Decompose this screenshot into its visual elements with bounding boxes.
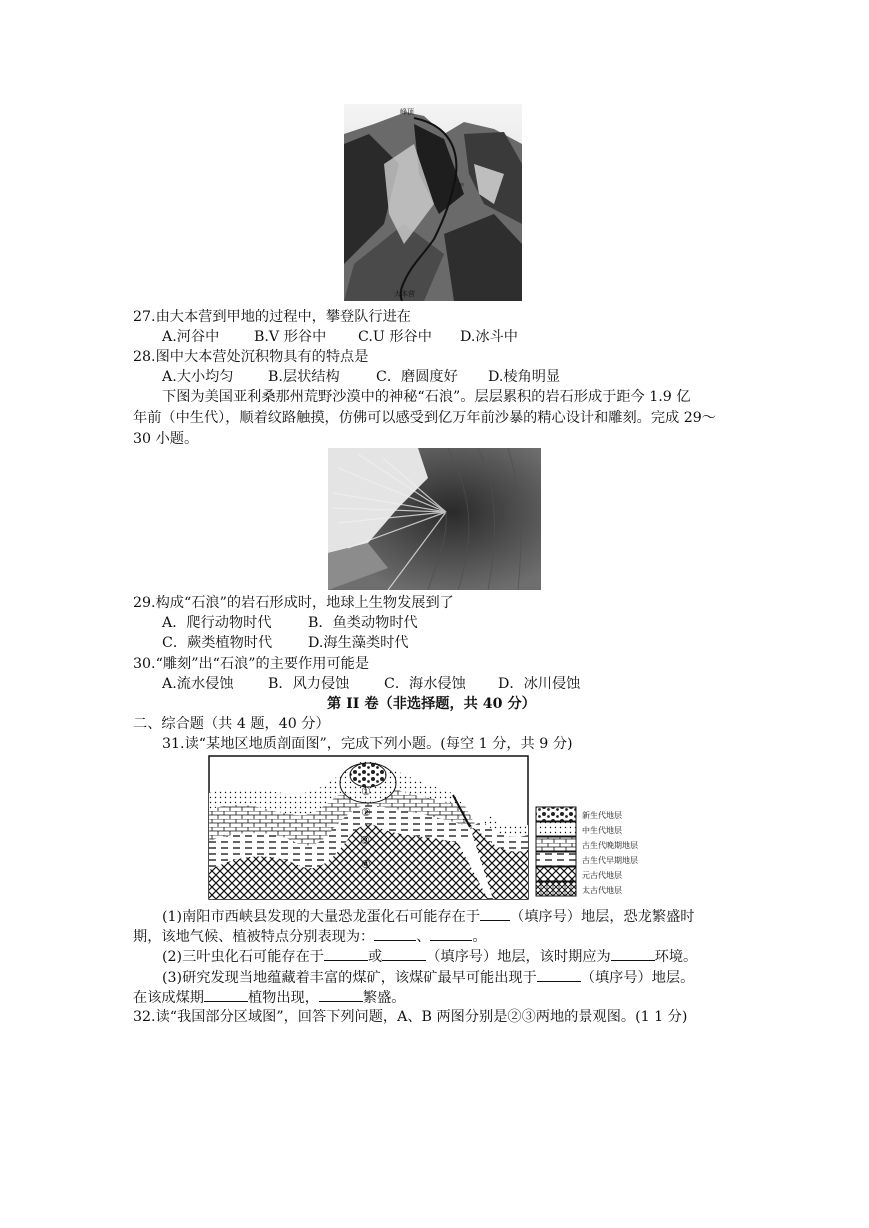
q30-option-d[interactable]: D．冰川侵蚀 [498,676,581,692]
marker-1: ① [361,785,371,798]
q28-options [162,367,560,387]
q31-blank-1[interactable] [480,906,510,921]
q28-option-d[interactable]: D.棱角明显 [488,369,561,385]
marker-4: ④ [361,858,371,871]
q30-stem: 30.“雕刻”出“石浪”的主要作用可能是 [133,656,370,672]
q29-options-row1 [162,613,418,633]
q29-option-b[interactable]: B．鱼类动物时代 [308,615,418,631]
q29-stem: 29.构成“石浪”的岩石形成时，地球上生物发展到了 [133,595,454,611]
q31-p1-line1: (1)南阳市西峡县发现的大量恐龙蛋化石可能存在于 （填序号）地层，恐龙繁盛时 [162,906,695,927]
q31-p2: (2)三叶虫化石可能存在于 或 （填序号）地层，该时期应为 环境。 [162,946,697,967]
intro-line-1: 下图为美国亚利桑那州荒野沙漠中的神秘“石浪”。层层累积的岩石形成于距今 1.9 亿 [162,389,691,405]
section-heading: 二、综合题（共 4 题，40 分） [133,716,330,732]
q28-option-a[interactable]: A.大小均匀 [162,369,234,385]
summit-label: 峰顶 [400,108,414,116]
geologic-section-diagram [208,755,663,901]
intro-line-3: 30 小题。 [133,431,199,447]
q31-blank-6[interactable] [611,946,655,961]
jia-label: 甲 [458,183,465,190]
q27-option-a[interactable]: A.河谷中 [162,329,220,345]
q30-options [162,674,580,694]
q31-blank-4[interactable] [324,946,368,961]
q27-option-d[interactable]: D.冰斗中 [460,329,518,345]
marker-2: ② [361,806,371,819]
q31-blank-8[interactable] [204,987,248,1002]
q29-option-c[interactable]: C．蕨类植物时代 [162,635,273,651]
q29-option-d[interactable]: D.海生藻类时代 [308,635,409,651]
q31-blank-9[interactable] [319,987,363,1002]
legend-label-early-paleozoic: 古生代早期地层 [582,856,638,865]
q27-option-b[interactable]: B.V 形谷中 [254,329,327,345]
stone-wave-photo [328,448,541,590]
basecamp-label: 大本营 [394,290,415,298]
legend-label-archean: 太古代地层 [582,886,622,895]
q30-option-a[interactable]: A.流水侵蚀 [162,676,234,692]
q28-option-b[interactable]: B.层状结构 [268,369,340,385]
q31-blank-2[interactable] [374,926,416,941]
q28-option-c[interactable]: C．磨圆度好 [376,369,458,385]
legend-label-cenozoic: 新生代地层 [582,811,622,820]
q32-stem: 32.读“我国部分区域图”，回答下列问题，A、B 两图分别是②③两地的景观图。(1 1 分) [133,1009,688,1025]
q31-blank-3[interactable] [430,926,472,941]
q27-options [162,327,518,347]
q31-p3-line2: 在该成煤期 植物出现， 繁盛。 [133,987,405,1008]
q27-option-c[interactable]: C.U 形谷中 [358,329,432,345]
marker-3: ③ [360,834,370,847]
legend-label-proterozoic: 元古代地层 [582,871,622,880]
q31-blank-5[interactable] [382,946,426,961]
q29-option-a[interactable]: A．爬行动物时代 [162,615,272,631]
q27-stem: 27.由大本营到甲地的过程中，攀登队行进在 [133,309,411,325]
legend-label-late-paleozoic: 古生代晚期地层 [582,841,638,850]
q31-p3-line1: (3)研究发现当地蕴藏着丰富的煤矿，该煤矿最早可能出现于 （填序号）地层。 [162,967,694,988]
intro-line-2: 年前（中生代），顺着纹路触摸，仿佛可以感受到亿万年前沙暴的精心设计和雕刻。完成 29～ [133,410,716,426]
q30-option-c[interactable]: C．海水侵蚀 [384,676,466,692]
q30-option-b[interactable]: B．风力侵蚀 [268,676,350,692]
section-title: 第 II 卷（非选择题，共 40 分） [327,696,536,712]
mountain-photo [344,104,522,301]
q29-options-row2 [162,633,409,653]
q31-stem: 31.读“某地区地质剖面图”，完成下列小题。(每空 1 分，共 9 分) [162,736,573,752]
q31-blank-7[interactable] [537,967,581,982]
q31-p1-line2: 期，该地气候、植被特点分别表现为： 、 。 [133,926,487,947]
legend-label-mesozoic: 中生代地层 [582,826,622,835]
q28-stem: 28.图中大本营处沉积物具有的特点是 [133,349,369,365]
